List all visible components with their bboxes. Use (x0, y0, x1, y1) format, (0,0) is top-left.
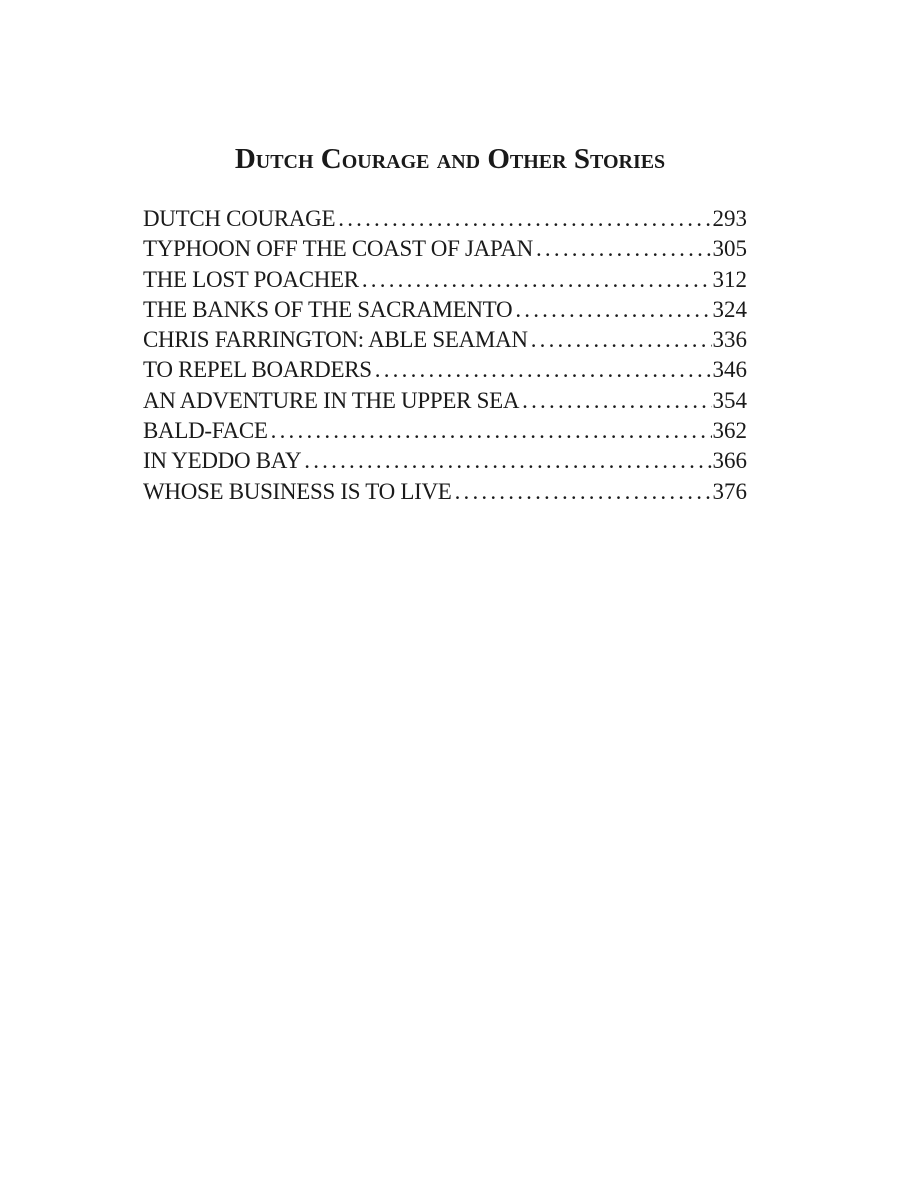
toc-entry (143, 446, 747, 476)
toc-entry-page: 354 (712, 387, 747, 413)
toc-entry (143, 295, 747, 325)
dot-leader (375, 355, 712, 385)
toc-entry-page: 336 (712, 327, 747, 353)
toc-entry-title: CHRIS FARRINGTON: ABLE SEAMAN (143, 327, 528, 353)
toc-entry-page: 312 (712, 266, 747, 292)
toc-entry-title: TYPHOON OFF THE COAST OF JAPAN (143, 236, 533, 262)
dot-leader (531, 325, 712, 355)
toc-entry (143, 477, 747, 507)
dot-leader (304, 446, 711, 476)
dot-leader (522, 386, 711, 416)
dot-leader (455, 477, 712, 507)
toc-entry (143, 234, 747, 264)
toc-entry (143, 416, 747, 446)
dot-leader (362, 265, 712, 295)
toc-entry-page: 362 (712, 418, 747, 444)
dot-leader (536, 234, 712, 264)
toc-entry-page: 366 (712, 448, 747, 474)
toc-entry-title: THE LOST POACHER (143, 266, 359, 292)
toc-entry (143, 204, 747, 234)
toc-entry-title: TO REPEL BOARDERS (143, 357, 372, 383)
dot-leader (338, 204, 711, 234)
toc-entry-title: BALD-FACE (143, 418, 268, 444)
toc-entry-title: DUTCH COURAGE (143, 206, 336, 231)
toc-entry (143, 386, 747, 416)
toc-entry-title: AN ADVENTURE IN THE UPPER SEA (143, 387, 520, 413)
toc-entry-title: THE BANKS OF THE SACRAMENTO (143, 296, 513, 322)
toc-entry-title: WHOSE BUSINESS IS TO LIVE (143, 478, 452, 504)
toc-entry-page: 324 (712, 296, 747, 322)
toc-entry-page: 305 (712, 236, 747, 262)
toc-entry (143, 265, 747, 295)
toc-entry-page: 346 (712, 357, 747, 383)
toc-entry (143, 355, 747, 385)
section-title: Dutch Courage and Other Stories (234, 143, 666, 175)
toc-entry (143, 325, 747, 355)
toc-entry-page: 376 (712, 478, 747, 504)
toc-entry-title: IN YEDDO BAY (143, 448, 302, 474)
table-of-contents (143, 204, 747, 507)
toc-entry-page: 293 (712, 206, 747, 231)
dot-leader (515, 295, 711, 325)
dot-leader (271, 416, 712, 446)
